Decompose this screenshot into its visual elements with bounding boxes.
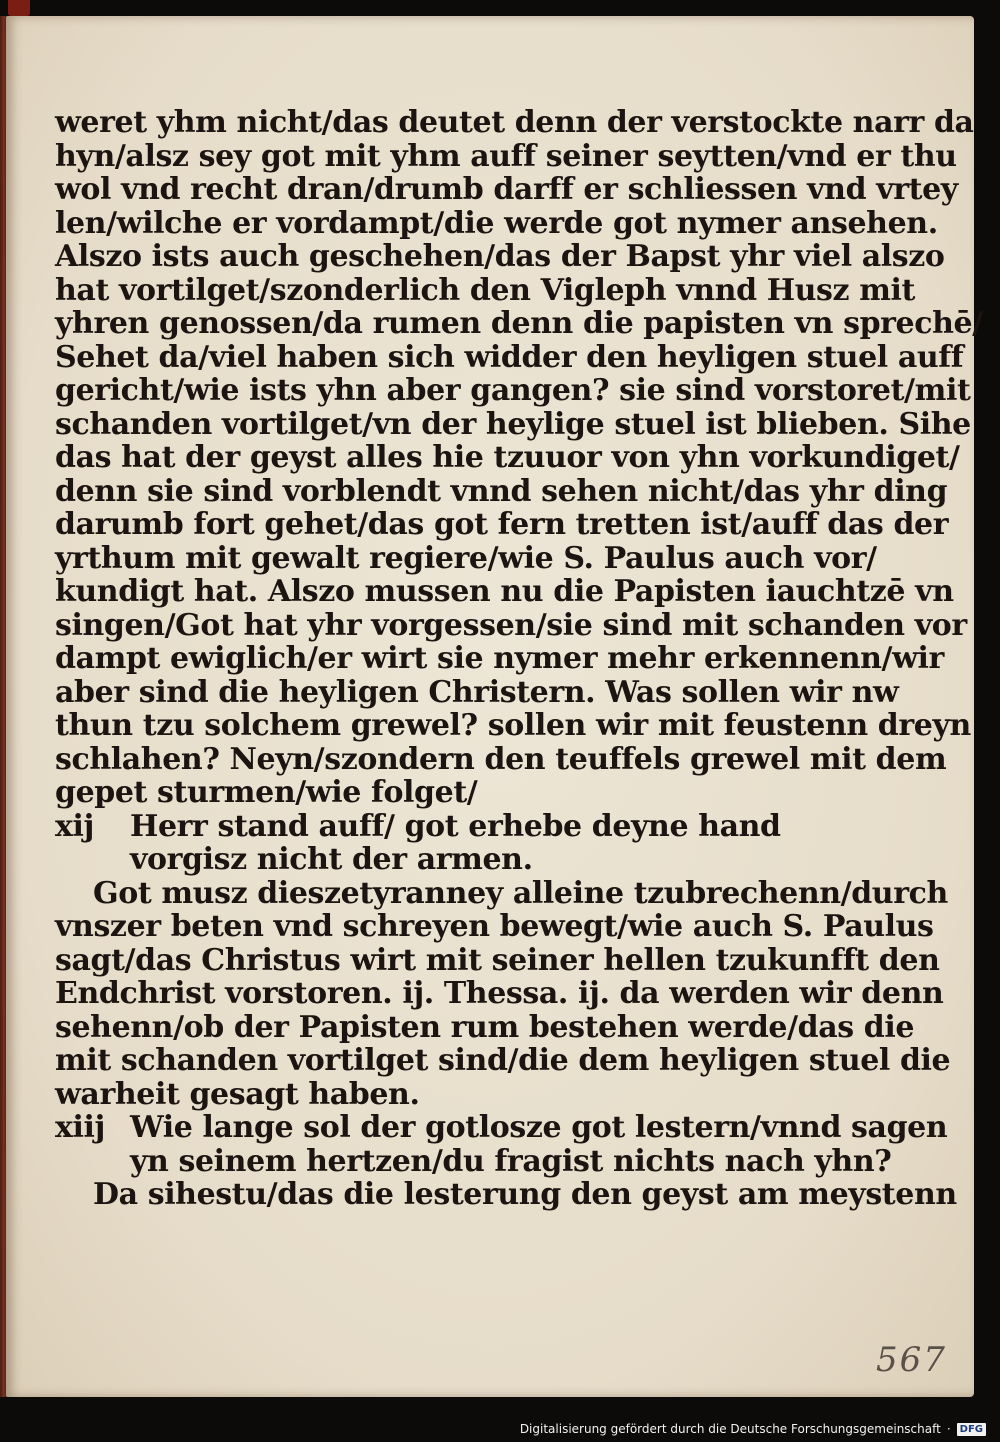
red-tab <box>8 0 30 16</box>
text-line: gepet sturmen/wie folget/ <box>55 775 478 810</box>
verse-number-12: xij <box>55 808 94 844</box>
text-line: vnszer beten vnd schreyen bewegt/wie auch S. Paulus <box>55 909 934 944</box>
text-line: Sehet da/viel haben sich widder den heyligen stuel auff <box>55 339 964 375</box>
text-line: thun tzu solchem grewel? sollen wir mit feustenn dreyn <box>55 708 971 743</box>
text-line: mit schanden vortilget sind/die dem heyligen stuel die <box>55 1043 951 1078</box>
text-line: Alszo ists auch geschehen/das der Bapst yhr viel alszo <box>55 239 945 274</box>
dfg-logo-icon: DFG <box>957 1423 986 1436</box>
text-line: hat vortilget/szonderlich den Vigleph vnnd Husz mit <box>55 272 916 308</box>
text-line: yhren genossen/da rumen denn die papisten vn sprechē/ <box>55 306 983 341</box>
text-line: Got musz dieszetyranney alleine tzubrechenn/durch <box>93 875 948 911</box>
text-line: singen/Got hat yhr vorgessen/sie sind mit schanden vor <box>55 607 967 643</box>
text-line: Endchrist vorstoren. ij. Thessa. ij. da werden wir denn <box>55 976 944 1011</box>
footer-credit <box>520 1422 986 1436</box>
text-line: kundigt hat. Alszo mussen nu die Papisten iauchtzē vn <box>55 574 954 609</box>
verse-13-line-2: yn seinem hertzen/du fragist nichts nach yhn? <box>130 1143 892 1179</box>
verse-12-line-2: vorgisz nicht der armen. <box>130 842 533 877</box>
text-line: schanden vortilget/vn der heylige stuel ist blieben. Sihe <box>55 406 971 442</box>
text-line: yrthum mit gewalt regiere/wie S. Paulus auch vor/ <box>55 540 877 576</box>
text-line: das hat der geyst alles hie tzuuor von yhn vorkundiget/ <box>55 440 960 475</box>
text-line: Da sihestu/das die lesterung den geyst am meystenn <box>93 1177 957 1212</box>
text-line: sagt/das Christus wirt mit seiner hellen tzukunfft den <box>55 942 940 978</box>
text-line: warheit gesagt haben. <box>55 1076 420 1112</box>
folio-number: 567 <box>876 1340 947 1380</box>
text-line: gericht/wie ists yhn aber gangen? sie sind vorstoret/mit <box>55 373 971 408</box>
commentary-paragraph-2 <box>55 1177 957 1212</box>
text-line: wol vnd recht dran/drumb darff er schliessen vnd vrtey <box>55 172 958 207</box>
text-line: aber sind die heyligen Christern. Was sollen wir nw <box>55 674 899 710</box>
main-paragraph <box>55 105 983 810</box>
verse-text: Wie lange sol der gotlosze got lestern/vnnd sagen <box>130 1110 948 1145</box>
verse-13-line-1 <box>55 1110 948 1145</box>
text-line: schlahen? Neyn/szondern den teuffels grewel mit dem <box>55 741 947 777</box>
text-line: denn sie sind vorblendt vnnd sehen nicht/das yhr ding <box>55 473 948 509</box>
verse-12-line-1 <box>55 810 785 844</box>
verse-number-13: xiij <box>55 1110 105 1145</box>
commentary-paragraph <box>55 875 951 1112</box>
text-line: darumb fort gehet/das got fern tretten ist/auff das der <box>55 507 949 542</box>
page-text <box>55 105 983 1212</box>
text-line: weret yhm nicht/das deutet denn der verstockte narr da <box>55 105 974 140</box>
text-line: sehenn/ob der Papisten rum bestehen werde/das die <box>55 1009 915 1045</box>
text-line: hyn/alsz sey got mit yhm auff seiner seytten/vnd er thu <box>55 138 957 174</box>
text-line: len/wilche er vordampt/die werde got nymer ansehen. <box>55 205 938 241</box>
footer-text: Digitalisierung gefördert durch die Deutsche Forschungsgemeinschaft <box>519 1422 941 1436</box>
separator-dot: · <box>946 1422 951 1436</box>
text-line: dampt ewiglich/er wirt sie nymer mehr erkennenn/wir <box>55 641 944 676</box>
verse-text: Herr stand auff/ got erhebe deyne hand <box>130 808 781 844</box>
